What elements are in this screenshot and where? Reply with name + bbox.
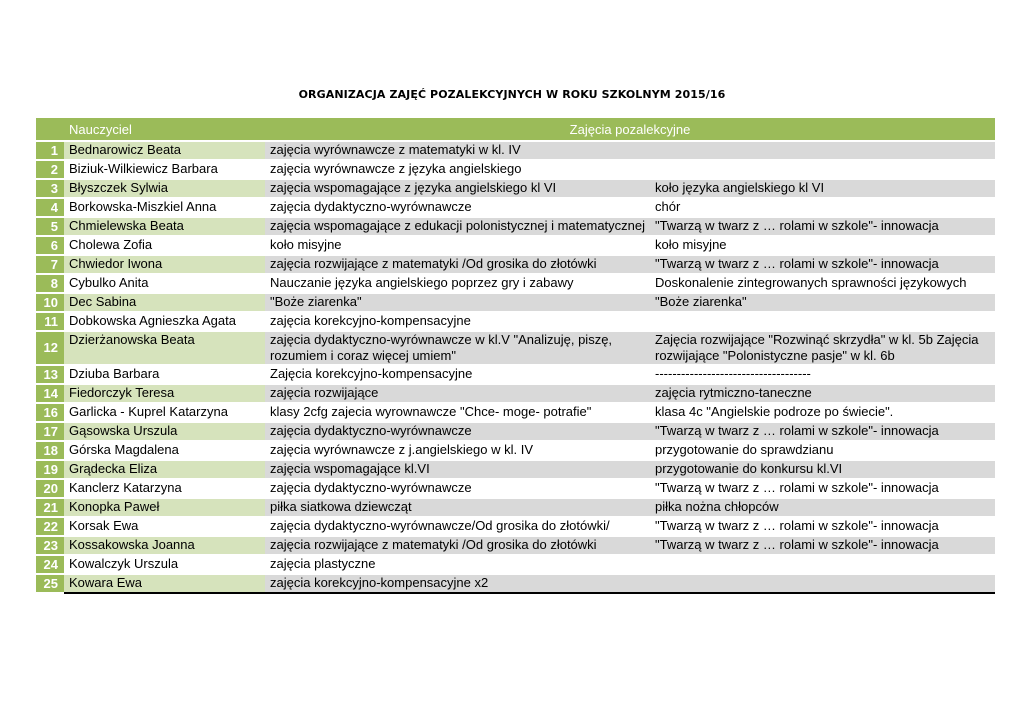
activity-primary: zajęcia wyrównawcze z matematyki w kl. IV [265, 141, 650, 160]
table-row [36, 274, 995, 293]
activity-primary: koło misyjne [265, 236, 650, 255]
teacher-name: Chmielewska Beata [64, 217, 265, 236]
teacher-name: Borkowska-Miszkiel Anna [64, 198, 265, 217]
table-row [36, 555, 995, 574]
teacher-name: Gąsowska Urszula [64, 422, 265, 441]
row-number: 16 [36, 403, 64, 422]
activity-primary: zajęcia dydaktyczno-wyrównawcze [265, 479, 650, 498]
row-number: 20 [36, 479, 64, 498]
teacher-name: Dziuba Barbara [64, 365, 265, 384]
activity-secondary: piłka nożna chłopców [650, 498, 995, 517]
table-row [36, 441, 995, 460]
activity-primary: zajęcia dydaktyczno-wyrównawcze/Od grosika do złotówki/ [265, 517, 650, 536]
row-number: 13 [36, 365, 64, 384]
activity-secondary [650, 555, 995, 574]
row-number: 14 [36, 384, 64, 403]
activity-secondary [650, 160, 995, 179]
activity-primary: zajęcia rozwijające z matematyki /Od grosika do złotówki [265, 536, 650, 555]
activity-secondary [650, 141, 995, 160]
table-row [36, 312, 995, 331]
header-num-cell [36, 118, 64, 141]
teacher-name: Kowalczyk Urszula [64, 555, 265, 574]
table-row [36, 498, 995, 517]
row-number: 22 [36, 517, 64, 536]
activity-secondary: "Twarzą w twarz z … rolami w szkole"- innowacja [650, 217, 995, 236]
table-row [36, 217, 995, 236]
teacher-name: Górska Magdalena [64, 441, 265, 460]
header-row [36, 118, 995, 141]
activity-secondary: przygotowanie do sprawdzianu [650, 441, 995, 460]
row-number: 2 [36, 160, 64, 179]
table-row [36, 141, 995, 160]
activity-secondary: Zajęcia rozwijające "Rozwinąć skrzydła" w kl. 5b Zajęcia rozwijające "Polonistyczne pasje" w kl. 6b [650, 331, 995, 365]
schedule-table [36, 118, 995, 594]
table-row [36, 255, 995, 274]
activity-primary: zajęcia dydaktyczno-wyrównawcze [265, 198, 650, 217]
activity-primary: zajęcia korekcyjno-kompensacyjne x2 [265, 574, 650, 593]
activity-primary: Nauczanie języka angielskiego poprzez gry i zabawy [265, 274, 650, 293]
row-number: 5 [36, 217, 64, 236]
activity-primary: piłka siatkowa dziewcząt [265, 498, 650, 517]
row-number: 25 [36, 574, 64, 593]
teacher-name: Dec Sabina [64, 293, 265, 312]
activity-primary: zajęcia rozwijające [265, 384, 650, 403]
activity-secondary: "Twarzą w twarz z … rolami w szkole"- innowacja [650, 517, 995, 536]
row-number: 12 [36, 331, 64, 365]
table-row [36, 179, 995, 198]
activity-primary: "Boże ziarenka" [265, 293, 650, 312]
table-row [36, 479, 995, 498]
activity-primary: zajęcia korekcyjno-kompensacyjne [265, 312, 650, 331]
teacher-name: Dzierżanowska Beata [64, 331, 265, 365]
activity-primary: zajęcia dydaktyczno-wyrównawcze [265, 422, 650, 441]
page-title: ORGANIZACJA ZAJĘĆ POZALEKCYJNYCH W ROKU SZKOLNYM 2015/16 [298, 88, 726, 101]
table-row [36, 574, 995, 593]
teacher-name: Korsak Ewa [64, 517, 265, 536]
row-number: 7 [36, 255, 64, 274]
activity-primary: zajęcia dydaktyczno-wyrównawcze w kl.V "Analizuję, piszę, rozumiem i coraz więcej umiem" [265, 331, 650, 365]
activity-secondary [650, 574, 995, 593]
teacher-name: Kossakowska Joanna [64, 536, 265, 555]
activity-secondary: ------------------------------------ [650, 365, 995, 384]
teacher-name: Fiedorczyk Teresa [64, 384, 265, 403]
teacher-name: Grądecka Eliza [64, 460, 265, 479]
row-number: 3 [36, 179, 64, 198]
teacher-name: Chwiedor Iwona [64, 255, 265, 274]
activity-primary: klasy 2cfg zajecia wyrownawcze "Chce- moge- potrafie" [265, 403, 650, 422]
activity-secondary: "Boże ziarenka" [650, 293, 995, 312]
activity-primary: zajęcia wspomagające z edukacji polonistycznej i matematycznej [265, 217, 650, 236]
activity-secondary: "Twarzą w twarz z … rolami w szkole"- innowacja [650, 422, 995, 441]
teacher-name: Dobkowska Agnieszka Agata [64, 312, 265, 331]
row-number: 6 [36, 236, 64, 255]
table-row [36, 293, 995, 312]
teacher-name: Cybulko Anita [64, 274, 265, 293]
activity-secondary: "Twarzą w twarz z … rolami w szkole"- innowacja [650, 536, 995, 555]
teacher-name: Konopka Paweł [64, 498, 265, 517]
activity-secondary: koło misyjne [650, 236, 995, 255]
activity-secondary: zajęcia rytmiczno-taneczne [650, 384, 995, 403]
row-number: 11 [36, 312, 64, 331]
table-row [36, 536, 995, 555]
table-row [36, 384, 995, 403]
table-row [36, 236, 995, 255]
activity-secondary: klasa 4c "Angielskie podroze po świecie". [650, 403, 995, 422]
activity-primary: zajęcia wyrównawcze z języka angielskiego [265, 160, 650, 179]
activity-secondary: "Twarzą w twarz z … rolami w szkole"- innowacja [650, 255, 995, 274]
activity-secondary: Doskonalenie zintegrowanych sprawności językowych [650, 274, 995, 293]
table-row [36, 460, 995, 479]
activity-primary: zajęcia wyrównawcze z j.angielskiego w kl. IV [265, 441, 650, 460]
table-row [36, 331, 995, 365]
row-number: 1 [36, 141, 64, 160]
table-row [36, 422, 995, 441]
row-number: 4 [36, 198, 64, 217]
header-teacher: Nauczyciel [64, 118, 265, 141]
table-row [36, 403, 995, 422]
row-number: 10 [36, 293, 64, 312]
teacher-name: Bednarowicz Beata [64, 141, 265, 160]
row-number: 18 [36, 441, 64, 460]
table-row [36, 198, 995, 217]
row-number: 8 [36, 274, 64, 293]
table-row [36, 517, 995, 536]
activity-primary: zajęcia plastyczne [265, 555, 650, 574]
row-number: 19 [36, 460, 64, 479]
header-activities: Zajęcia pozalekcyjne [265, 118, 995, 141]
activity-primary: zajęcia rozwijające z matematyki /Od grosika do złotówki [265, 255, 650, 274]
activity-primary: zajęcia wspomagające z języka angielskiego kl VI [265, 179, 650, 198]
teacher-name: Kowara Ewa [64, 574, 265, 593]
row-number: 17 [36, 422, 64, 441]
activity-secondary: koło języka angielskiego kl VI [650, 179, 995, 198]
row-number: 24 [36, 555, 64, 574]
activity-secondary: chór [650, 198, 995, 217]
teacher-name: Cholewa Zofia [64, 236, 265, 255]
table-row [36, 160, 995, 179]
activity-secondary [650, 312, 995, 331]
activity-primary: Zajęcia korekcyjno-kompensacyjne [265, 365, 650, 384]
table-row [36, 365, 995, 384]
activity-primary: zajęcia wspomagające kl.VI [265, 460, 650, 479]
teacher-name: Garlicka - Kuprel Katarzyna [64, 403, 265, 422]
teacher-name: Kanclerz Katarzyna [64, 479, 265, 498]
activity-secondary: przygotowanie do konkursu kl.VI [650, 460, 995, 479]
row-number: 23 [36, 536, 64, 555]
teacher-name: Błyszczek Sylwia [64, 179, 265, 198]
teacher-name: Biziuk-Wilkiewicz Barbara [64, 160, 265, 179]
activity-secondary: "Twarzą w twarz z … rolami w szkole"- innowacja [650, 479, 995, 498]
row-number: 21 [36, 498, 64, 517]
